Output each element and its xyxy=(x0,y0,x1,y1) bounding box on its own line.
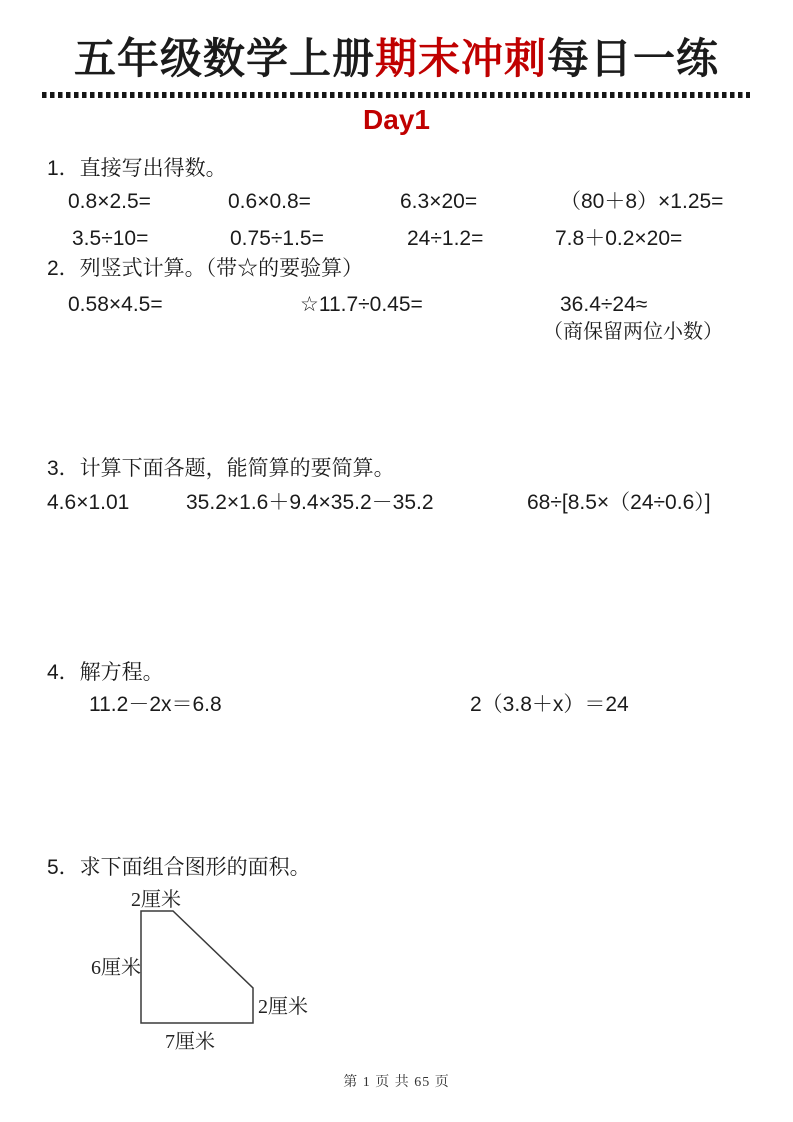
problem-expression: 4.6×1.01 xyxy=(47,491,130,514)
figure-label-top: 2厘米 xyxy=(131,889,181,911)
page-title xyxy=(0,32,793,86)
problem-expression: ☆11.7÷0.45= xyxy=(300,293,423,316)
problem-expression: 0.6×0.8= xyxy=(228,190,311,213)
equation-expression: 2（3.8＋x）＝24 xyxy=(470,693,629,716)
section-4-heading: 4．解方程。 xyxy=(47,661,164,684)
section-4-row-1 xyxy=(0,692,793,720)
figure-label-right: 2厘米 xyxy=(258,996,308,1018)
section-3-row-1 xyxy=(0,490,793,518)
problem-expression: 0.58×4.5= xyxy=(68,293,163,316)
title-part-2: 每日一练 xyxy=(547,35,720,82)
problem-expression: 7.8＋0.2×20= xyxy=(555,227,683,250)
section-1-row-1 xyxy=(0,189,793,217)
problem-expression: （80＋8）×1.25= xyxy=(560,190,724,213)
problem-expression: 6.3×20= xyxy=(400,190,478,213)
section-2-heading: 2．列竖式计算。（带☆的要验算） xyxy=(47,257,364,280)
problem-expression: 68÷[8.5×（24÷0.6）] xyxy=(527,491,711,514)
section-3-heading: 3．计算下面各题，能简算的要简算。 xyxy=(47,457,395,480)
section-2-row-1 xyxy=(0,292,793,320)
composite-shape-figure xyxy=(85,885,385,1070)
problem-expression: 0.75÷1.5= xyxy=(230,227,324,250)
problem-expression: 24÷1.2= xyxy=(407,227,484,250)
section-1-row-2 xyxy=(0,226,793,254)
section-5-heading: 5．求下面组合图形的面积。 xyxy=(47,856,311,879)
pentagon-shape xyxy=(141,911,253,1023)
figure-label-bottom: 7厘米 xyxy=(165,1031,215,1053)
problem-expression: 3.5÷10= xyxy=(72,227,149,250)
title-part-1: 五年级数学上册 xyxy=(73,35,375,82)
dotted-divider xyxy=(42,92,750,98)
section-1-heading: 1．直接写出得数。 xyxy=(47,157,227,180)
page-footer: 第 1 页 共 65 页 xyxy=(343,1075,450,1090)
figure-label-left: 6厘米 xyxy=(91,957,141,979)
rounding-note: （商保留两位小数） xyxy=(543,321,723,343)
problem-expression: 36.4÷24≈ xyxy=(560,293,648,316)
problem-expression: 35.2×1.6＋9.4×35.2－35.2 xyxy=(186,491,434,514)
equation-expression: 11.2－2x＝6.8 xyxy=(89,693,222,716)
title-highlight: 期末冲刺 xyxy=(374,35,547,82)
day-label: Day1 xyxy=(363,104,430,135)
problem-expression: 0.8×2.5= xyxy=(68,190,151,213)
